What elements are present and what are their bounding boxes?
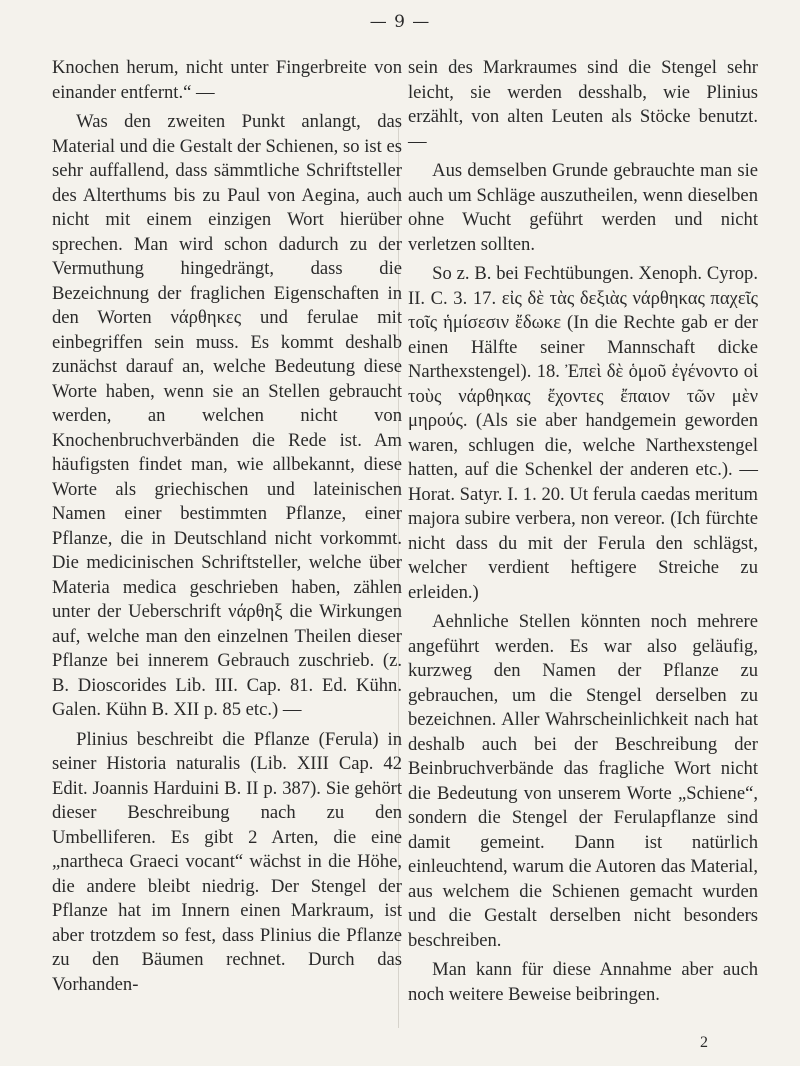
paragraph: Knochen herum, nicht unter Fingerbreite von einander entfernt.“ — xyxy=(52,57,402,103)
right-column xyxy=(408,56,758,1012)
paragraph: Man kann für diese Annahme aber auch noch weitere Beweise beibringen. xyxy=(408,959,758,1005)
paragraph: Plinius beschreibt die Pflanze (Ferula) in seiner Historia naturalis (Lib. XIII Cap. 42 Edit. Joannis Harduini B. II p. 387). Sie gehört dieser Beschreibung nach zu den Umbelliferen. Es gibt 2 Arten, die eine „narthecа Graeci vocant“ wächst in die Höhe, die andere bleibt niedrig. Der Stengel der Pflanze hat im Innern einen Markraum, ist aber trotzdem so fest, dass Plinius die Pflanze zu den Bäumen rechnet. Durch das Vorhanden- xyxy=(52,728,402,995)
page-number: — 9 — xyxy=(369,12,431,32)
signature-mark: 2 xyxy=(700,1034,708,1051)
paragraph: sein des Markraumes sind die Stengel sehr leicht, sie werden desshalb, wie Plinius erzählt, von alten Leuten als Stöcke benutzt. — xyxy=(408,57,758,152)
left-column xyxy=(52,56,402,1002)
paragraph: Aus demselben Grunde gebrauchte man sie auch um Schläge auszutheilen, wenn dieselben ohne Wucht geführt werden und nicht verletzen sollten. xyxy=(408,160,758,255)
paragraph: Aehnliche Stellen könnten noch mehrere angeführt werden. Es war also geläufig, kurzweg den Namen der Pflanze zu gebrauchen, um die Stengel derselben zu bezeichnen. Aller Wahrscheinlichkeit nach hat deshalb auch bei der Beschreibung der Beinbruchverbände das fragliche Wort nicht die Bedeutung von unserem Worte „Schiene“, sondern die Stengel der Ferulapflanze sind damit gemeint. Dann ist natürlich einleuchtend, warum die Autoren das Material, aus welchem die Schienen gemacht wurden und die Gestalt derselben nicht besonders beschreiben. xyxy=(408,611,758,951)
paragraph: So z. B. bei Fechtübungen. Xenoph. Cyrop. II. C. 3. 17. εἰς δὲ τὰς δεξιὰς νάρθηκας παχεῖς τοῖς ἡμίσεσιν ἔδωκε (In die Rechte gab er der einen Hälfte seiner Mannschaft dicke Narthexstengel). 18. Ἐπεὶ δὲ ὁμοῦ ἐγένοντο οἱ τοὺς νάρθηκας ἔχοντες ἔπαιον τῶν μὲν μηρούς. (Als sie aber handgemein geworden waren, schlugen die, welche Narthexstengel hatten, auf die Schenkel der anderen etc.). — Horat. Satyr. I. 1. 20. Ut ferula caedas meritum majora subire verbera, non vereor. (Ich fürchte nicht dass du mit der Ferula den schlägst, welcher verdient heftigere Streiche zu erleiden.) xyxy=(408,263,758,603)
paragraph: Was den zweiten Punkt anlangt, das Material und die Gestalt der Schienen, so ist es sehr auffallend, dass sämmtliche Schriftsteller des Alterthums bis zu Paul von Aegina, auch nicht mit einem einzigen Wort hierüber sprechen. Man wird schon dadurch zu der Vermuthung hingedrängt, dass die Bezeichnung der fraglichen Eigenschaften in den Worten νάρθηκες und ferulae mit einbegriffen sein muss. Es kommt deshalb zunächst darauf an, welche Bedeutung diese Worte haben, wenn sie an Stellen gebraucht werden, an welchen nicht von Knochenbruchverbänden die Rede ist. Am häufigsten findet man, wie allbekannt, diese Worte als griechischen und lateinischen Namen einer bestimmten Pflanze, einer Pflanze, die in Deutschland nicht vorkommt. Die medicinischen Schriftsteller, welche über Materia medica geschrieben haben, zählen unter der Ueberschrift νάρθηξ die Wirkungen auf, welche man den einzelnen Theilen dieser Pflanze bei innerem Gebrauch zuschrieb. (z. B. Dioscorides Lib. III. Cap. 81. Ed. Kühn. Galen. Kühn B. XII p. 85 etc.) — xyxy=(52,111,402,720)
